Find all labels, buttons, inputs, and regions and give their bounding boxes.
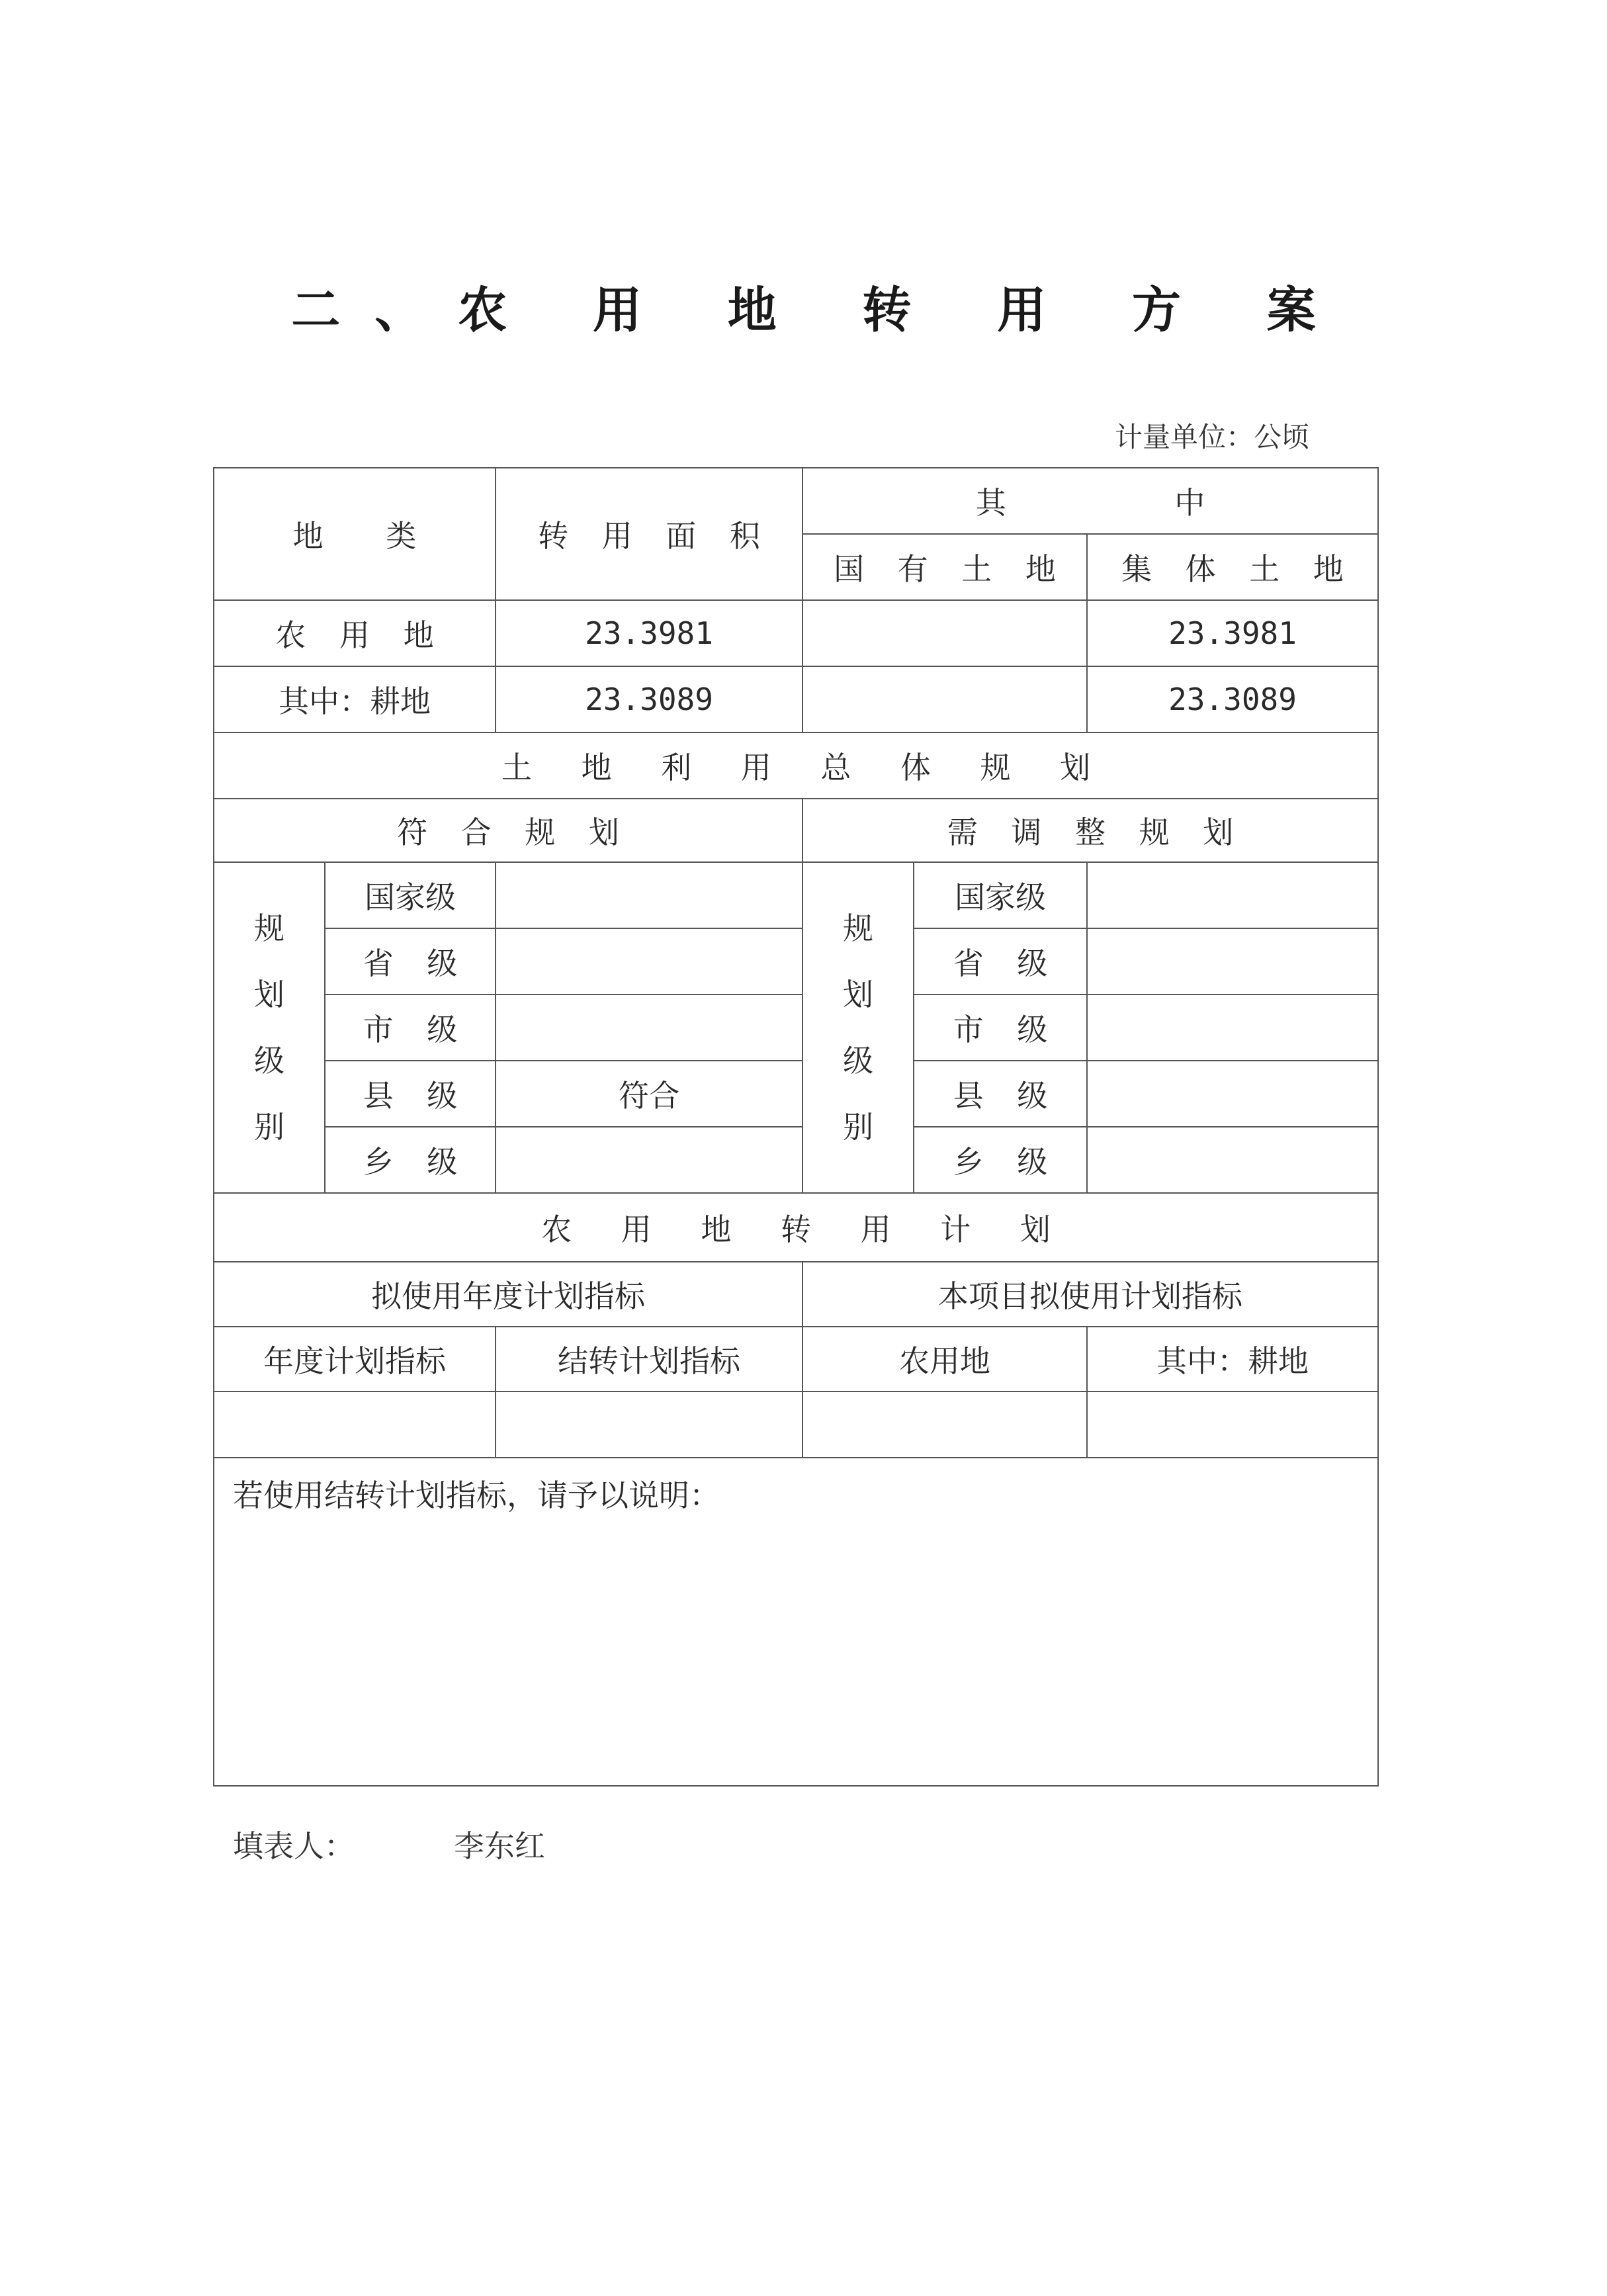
header-row-1 bbox=[214, 468, 1378, 534]
conform-value bbox=[496, 862, 803, 928]
land-type-header: 地 类 bbox=[214, 468, 496, 600]
level-char: 别 bbox=[843, 1109, 873, 1145]
page-title: 二、农 用 地 转 用 方 案 bbox=[291, 282, 1350, 339]
level-char: 划 bbox=[254, 977, 284, 1012]
level-char: 规 bbox=[843, 910, 873, 946]
collective-value: 23.3981 bbox=[1087, 600, 1378, 666]
plan-level-row bbox=[214, 994, 1378, 1061]
plan-level-label-left bbox=[214, 862, 325, 1193]
level-name: 省 级 bbox=[914, 928, 1087, 994]
plan-level-row bbox=[214, 1127, 1378, 1193]
conversion-plan-title: 农 用 地 转 用 计 划 bbox=[214, 1193, 1378, 1262]
level-char: 划 bbox=[843, 977, 873, 1012]
plan-level-row bbox=[214, 1061, 1378, 1127]
quota-header-row bbox=[214, 1262, 1378, 1327]
level-name: 国家级 bbox=[325, 862, 496, 928]
area-header: 转 用 面 积 bbox=[496, 468, 803, 600]
row-label: 农 用 地 bbox=[214, 600, 496, 666]
plan-level-row bbox=[214, 862, 1378, 928]
level-char: 规 bbox=[254, 910, 284, 946]
state-value bbox=[803, 600, 1087, 666]
adjust-value bbox=[1087, 994, 1378, 1061]
row-label: 其中：耕地 bbox=[214, 666, 496, 732]
area-value: 23.3089 bbox=[496, 666, 803, 732]
conform-value bbox=[496, 994, 803, 1061]
carryover-note: 若使用结转计划指标，请予以说明： bbox=[214, 1458, 1378, 1786]
needs-adjust-header: 需 调 整 规 划 bbox=[803, 799, 1378, 862]
level-name: 市 级 bbox=[914, 994, 1087, 1061]
carryover-index-value bbox=[496, 1391, 803, 1458]
quota-subheader-row bbox=[214, 1327, 1378, 1391]
annual-quota-header: 拟使用年度计划指标 bbox=[214, 1262, 803, 1327]
conform-value bbox=[496, 928, 803, 994]
adjust-value bbox=[1087, 862, 1378, 928]
filler-name: 李东红 bbox=[454, 1828, 545, 1864]
table-row bbox=[214, 666, 1378, 732]
note-row bbox=[214, 1458, 1378, 1786]
area-value: 23.3981 bbox=[496, 600, 803, 666]
section-row bbox=[214, 1193, 1378, 1262]
table-row bbox=[214, 600, 1378, 666]
farmland-value bbox=[803, 1391, 1087, 1458]
adjust-value bbox=[1087, 928, 1378, 994]
adjust-value bbox=[1087, 1127, 1378, 1193]
level-name: 乡 级 bbox=[914, 1127, 1087, 1193]
annual-index-value bbox=[214, 1391, 496, 1458]
form-filler bbox=[233, 1822, 545, 1866]
level-name: 市 级 bbox=[325, 994, 496, 1061]
adjust-value bbox=[1087, 1061, 1378, 1127]
collective-value: 23.3089 bbox=[1087, 666, 1378, 732]
section-row bbox=[214, 732, 1378, 799]
state-value bbox=[803, 666, 1087, 732]
cultivated-header: 其中：耕地 bbox=[1087, 1327, 1378, 1391]
annual-index-header: 年度计划指标 bbox=[214, 1327, 496, 1391]
collective-land-header: 集 体 土 地 bbox=[1087, 534, 1378, 600]
level-char: 级 bbox=[254, 1043, 284, 1079]
level-name: 县 级 bbox=[914, 1061, 1087, 1127]
level-char: 级 bbox=[843, 1043, 873, 1079]
plan-status-row bbox=[214, 799, 1378, 862]
of-which-header: 其 中 bbox=[803, 468, 1378, 534]
conform-value: 符合 bbox=[496, 1061, 803, 1127]
quota-values-row bbox=[214, 1391, 1378, 1458]
project-quota-header: 本项目拟使用计划指标 bbox=[803, 1262, 1378, 1327]
plan-level-label-right bbox=[803, 862, 914, 1193]
level-name: 省 级 bbox=[325, 928, 496, 994]
farmland-header: 农用地 bbox=[803, 1327, 1087, 1391]
carryover-index-header: 结转计划指标 bbox=[496, 1327, 803, 1391]
measurement-unit: 计量单位：公顷 bbox=[1114, 421, 1309, 453]
filler-label: 填表人： bbox=[233, 1828, 355, 1864]
overall-plan-title: 土 地 利 用 总 体 规 划 bbox=[214, 732, 1378, 799]
level-name: 县 级 bbox=[325, 1061, 496, 1127]
level-char: 别 bbox=[254, 1109, 284, 1145]
conform-value bbox=[496, 1127, 803, 1193]
state-land-header: 国 有 土 地 bbox=[803, 534, 1087, 600]
conversion-form-table bbox=[213, 467, 1379, 1787]
level-name: 国家级 bbox=[914, 862, 1087, 928]
plan-level-row bbox=[214, 928, 1378, 994]
conforms-header: 符 合 规 划 bbox=[214, 799, 803, 862]
cultivated-value bbox=[1087, 1391, 1378, 1458]
level-name: 乡 级 bbox=[325, 1127, 496, 1193]
